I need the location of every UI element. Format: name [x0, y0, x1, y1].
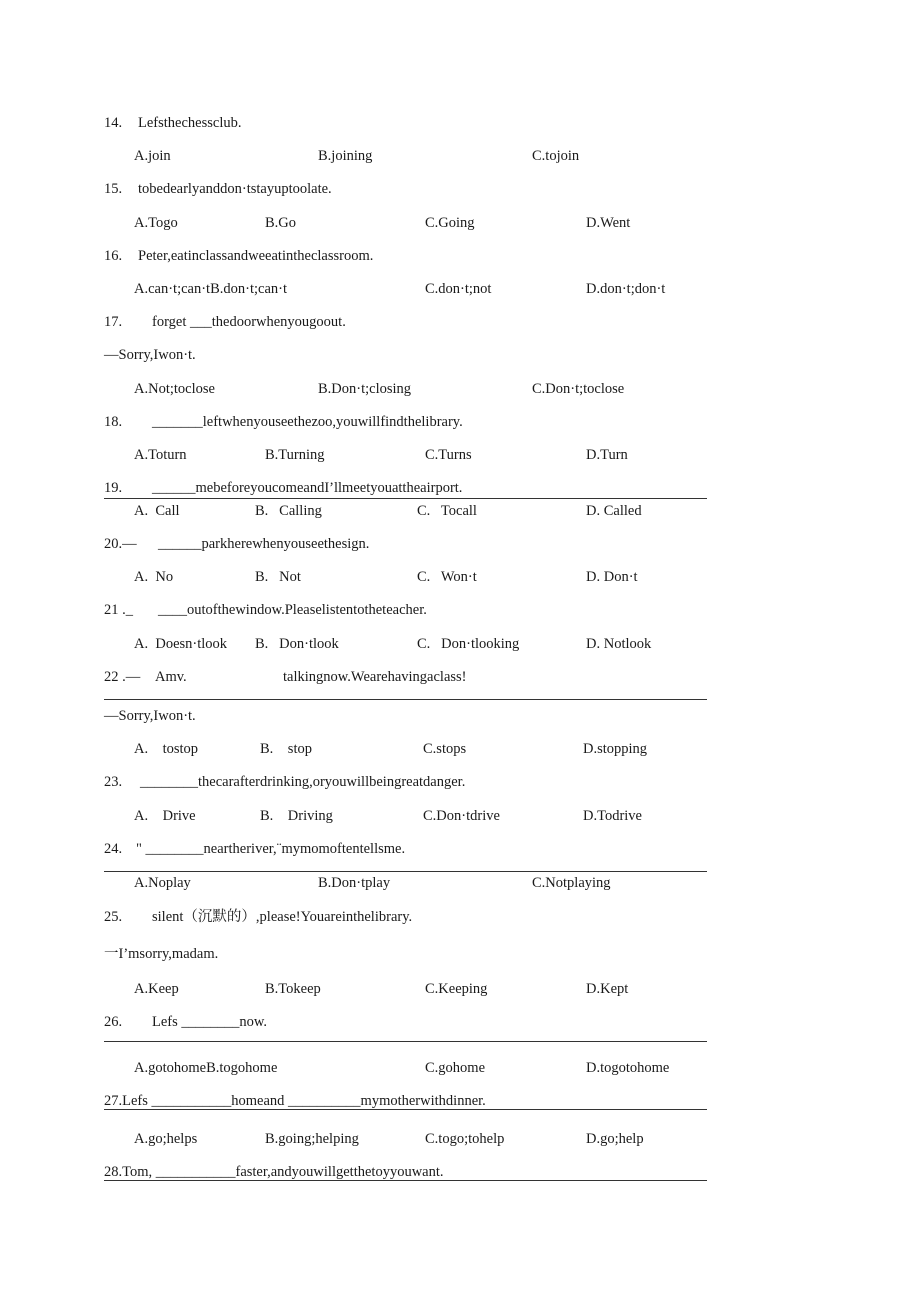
- text-q24o-1: B.Don·tplay: [318, 875, 391, 891]
- text-q17-1: forget ___thedoorwhenyougoout.: [152, 314, 346, 330]
- text-q25-1: silent（沉默的）,please!Youareinthelibrary.: [152, 909, 413, 925]
- text-q25r-0: 一I’msorry,madam.: [104, 946, 219, 962]
- text-q22o-1: B. stop: [260, 741, 312, 757]
- text-q26o-1: C.gohome: [425, 1060, 486, 1076]
- text-q23-0: 23.: [104, 774, 123, 790]
- text-q26-0: 26.: [104, 1014, 123, 1030]
- text-q20-1: ______parkherewhenyouseethesign.: [158, 536, 370, 552]
- text-q18o-1: B.Turning: [265, 447, 325, 463]
- text-q20o-0: A. No: [134, 569, 174, 585]
- text-q21-1: ____outofthewindow.Pleaselistentotheteacher.: [158, 602, 427, 618]
- text-q22o-0: A. tostop: [134, 741, 199, 757]
- text-q18-1: _______leftwhenyouseethezoo,youwillfindthelibrary.: [152, 414, 463, 430]
- horizontal-rule: [104, 1041, 707, 1042]
- text-q19o-1: B. Calling: [255, 503, 322, 519]
- text-q15o-2: C.Going: [425, 215, 475, 231]
- text-q25-0: 25.: [104, 909, 123, 925]
- text-q27o-3: D.go;help: [586, 1131, 644, 1147]
- text-q28-0: 28.Tom, ___________faster,andyouwillgetthetoyyouwant.: [104, 1164, 444, 1180]
- text-q22-1: Amv.: [155, 669, 187, 685]
- text-q24-1: " ________neartheriver,¨mymomoftentellsme.: [136, 841, 406, 857]
- text-q27-0: 27.Lefs ___________homeand __________mymotherwithdinner.: [104, 1093, 486, 1109]
- text-q18o-0: A.Toturn: [134, 447, 187, 463]
- text-q21o-3: D. Notlook: [586, 636, 652, 652]
- horizontal-rule: [104, 699, 707, 700]
- text-q15o-3: D.Went: [586, 215, 631, 231]
- text-q23o-2: C.Don·tdrive: [423, 808, 500, 824]
- text-q19o-3: D. Called: [586, 503, 642, 519]
- text-q15-1: tobedearlyanddon·tstayuptoolate.: [138, 181, 332, 197]
- text-q22o-2: C.stops: [423, 741, 467, 757]
- text-q15o-1: B.Go: [265, 215, 297, 231]
- text-q23o-0: A. Drive: [134, 808, 196, 824]
- text-q23o-1: B. Driving: [260, 808, 333, 824]
- text-q16o-2: D.don·t;don·t: [586, 281, 666, 297]
- text-q25o-0: A.Keep: [134, 981, 179, 997]
- text-q14-0: 14.: [104, 115, 123, 131]
- text-q27o-1: B.going;helping: [265, 1131, 359, 1147]
- text-q21o-2: C. Don·tlooking: [417, 636, 520, 652]
- text-q20o-3: D. Don·t: [586, 569, 638, 585]
- text-q14o-1: B.joining: [318, 148, 373, 164]
- text-q16-0: 16.: [104, 248, 123, 264]
- text-q17o-2: C.Don·t;toclose: [532, 381, 625, 397]
- text-q16o-0: A.can·t;can·tB.don·t;can·t: [134, 281, 287, 297]
- text-q15-0: 15.: [104, 181, 123, 197]
- text-q22-2: talkingnow.Wearehavingaclass!: [283, 669, 467, 685]
- text-q26o-2: D.togotohome: [586, 1060, 670, 1076]
- text-q21o-0: A. Doesn·tlook: [134, 636, 228, 652]
- text-q25o-1: B.Tokeep: [265, 981, 321, 997]
- horizontal-rule: [104, 871, 707, 872]
- text-q23o-3: D.Todrive: [583, 808, 642, 824]
- text-q24o-2: C.Notplaying: [532, 875, 611, 891]
- text-q17o-0: A.Not;toclose: [134, 381, 215, 397]
- text-q25o-3: D.Kept: [586, 981, 629, 997]
- text-q26o-0: A.gotohomeB.togohome: [134, 1060, 278, 1076]
- text-q19o-0: A. Call: [134, 503, 180, 519]
- text-q15o-0: A.Togo: [134, 215, 178, 231]
- text-q16o-1: C.don·t;not: [425, 281, 492, 297]
- text-q22r-0: —Sorry,Iwon·t.: [104, 708, 196, 724]
- text-q22-0: 22 .—: [104, 669, 141, 685]
- text-q14o-2: C.tojoin: [532, 148, 580, 164]
- text-q21-0: 21 ._: [104, 602, 133, 618]
- text-q18-0: 18.: [104, 414, 123, 430]
- text-q20-0: 20.—: [104, 536, 137, 552]
- text-q17o-1: B.Don·t;closing: [318, 381, 412, 397]
- horizontal-rule: [104, 498, 707, 499]
- text-q18o-3: D.Turn: [586, 447, 628, 463]
- text-q19-1: ______mebeforeyoucomeandI’llmeetyouattheairport.: [152, 480, 463, 496]
- text-q26-1: Lefs ________now.: [152, 1014, 268, 1030]
- text-q27o-2: C.togo;tohelp: [425, 1131, 505, 1147]
- text-q21o-1: B. Don·tlook: [255, 636, 339, 652]
- text-q22o-3: D.stopping: [583, 741, 648, 757]
- text-q24-0: 24.: [104, 841, 123, 857]
- text-q14-1: Lefsthechessclub.: [138, 115, 242, 131]
- text-q24o-0: A.Noplay: [134, 875, 191, 891]
- text-q14o-0: A.join: [134, 148, 171, 164]
- text-q27o-0: A.go;helps: [134, 1131, 198, 1147]
- text-q18o-2: C.Turns: [425, 447, 472, 463]
- text-q19o-2: C. Tocall: [417, 503, 477, 519]
- text-q23-1: ________thecarafterdrinking,oryouwillbeingreatdanger.: [140, 774, 466, 790]
- text-q20o-2: C. Won·t: [417, 569, 477, 585]
- text-q20o-1: B. Not: [255, 569, 301, 585]
- text-q17r-0: —Sorry,Iwon·t.: [104, 347, 196, 363]
- text-q17-0: 17.: [104, 314, 123, 330]
- text-q16-1: Peter,eatinclassandweeatintheclassroom.: [138, 248, 374, 264]
- text-q19-0: 19.: [104, 480, 123, 496]
- text-q25o-2: C.Keeping: [425, 981, 488, 997]
